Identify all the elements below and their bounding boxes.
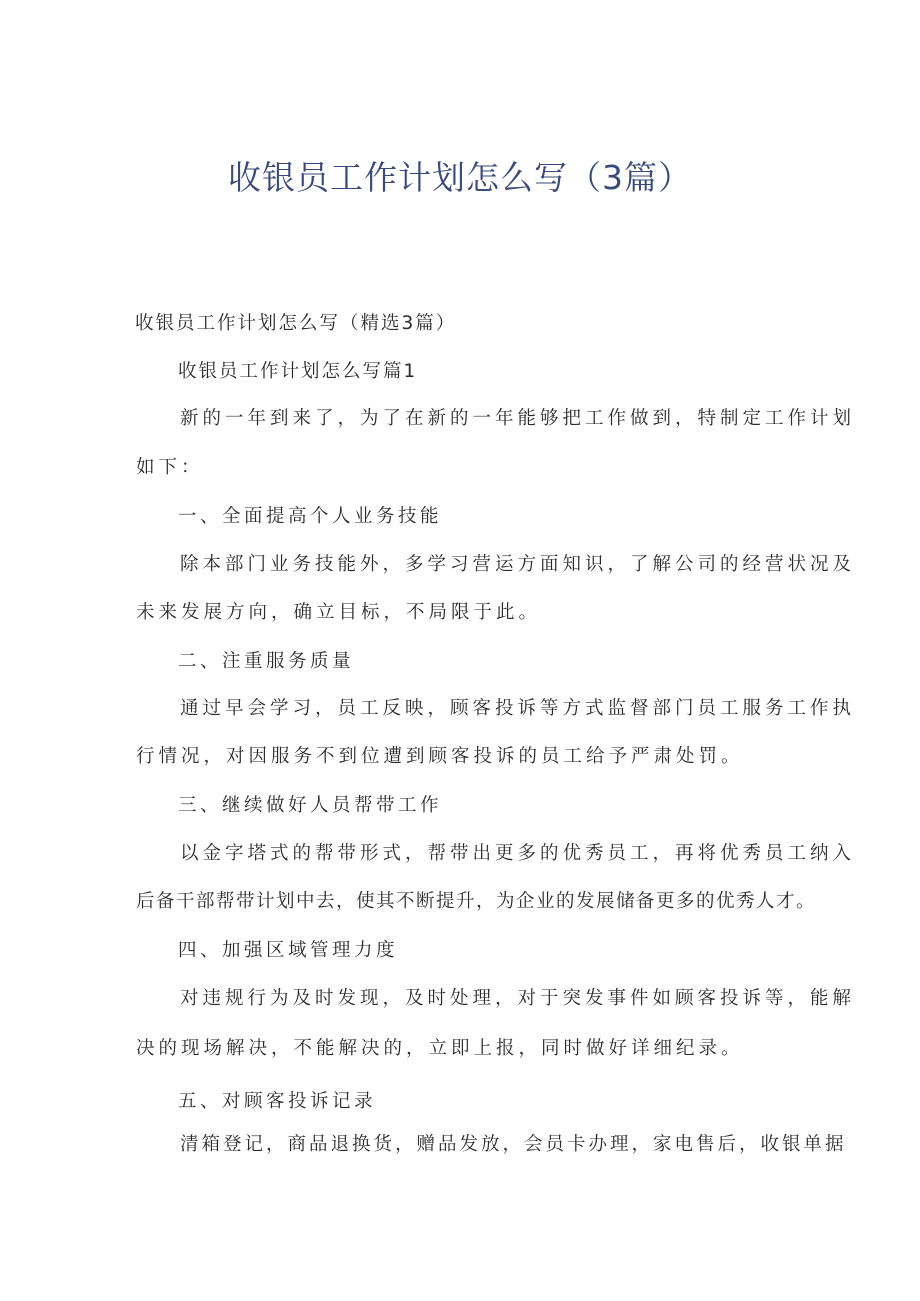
section-heading-1: 一、全面提高个人业务技能 (178, 506, 443, 527)
section-4-line-2: 决的现场解决，不能解决的，立即上报，同时做好详细纪录。 (136, 1038, 744, 1059)
section-1-line-1: 除本部门业务技能外，多学习营运方面知识，了解公司的经营状况及 (180, 554, 856, 575)
section-2-line-2: 行情况，对因服务不到位遭到顾客投诉的员工给予严肃处罚。 (136, 746, 744, 767)
section-4-line-1: 对违规行为及时发现，及时处理，对于突发事件如顾客投诉等，能解 (180, 988, 856, 1009)
section-heading-3: 三、继续做好人员帮带工作 (178, 795, 443, 816)
section-heading-5: 五、对顾客投诉记录 (178, 1091, 377, 1112)
document-title: 收银员工作计划怎么写（3篇） (228, 158, 692, 197)
section-heading-4: 四、加强区域管理力度 (178, 940, 399, 961)
section-1-line-2: 未来发展方向，确立目标，不局限于此。 (136, 602, 542, 623)
section-3-line-1: 以金字塔式的帮带形式，帮带出更多的优秀员工，再将优秀员工纳入 (180, 843, 856, 864)
section-heading-2: 二、注重服务质量 (178, 651, 355, 672)
section-5-line-1: 清箱登记，商品退换货，赠品发放，会员卡办理，家电售后，收银单据 (180, 1134, 847, 1155)
intro-line-1: 新的一年到来了，为了在新的一年能够把工作做到，特制定工作计划 (180, 408, 856, 429)
section-3-line-2: 后备干部帮带计划中去，使其不断提升，为企业的发展储备更多的优秀人才。 (136, 891, 817, 912)
intro-line-2: 如下： (136, 457, 204, 478)
article-heading: 收银员工作计划怎么写篇1 (178, 361, 418, 382)
section-2-line-1: 通过早会学习，员工反映，顾客投诉等方式监督部门员工服务工作执 (180, 698, 856, 719)
document-subtitle: 收银员工作计划怎么写（精选3篇） (135, 313, 457, 334)
